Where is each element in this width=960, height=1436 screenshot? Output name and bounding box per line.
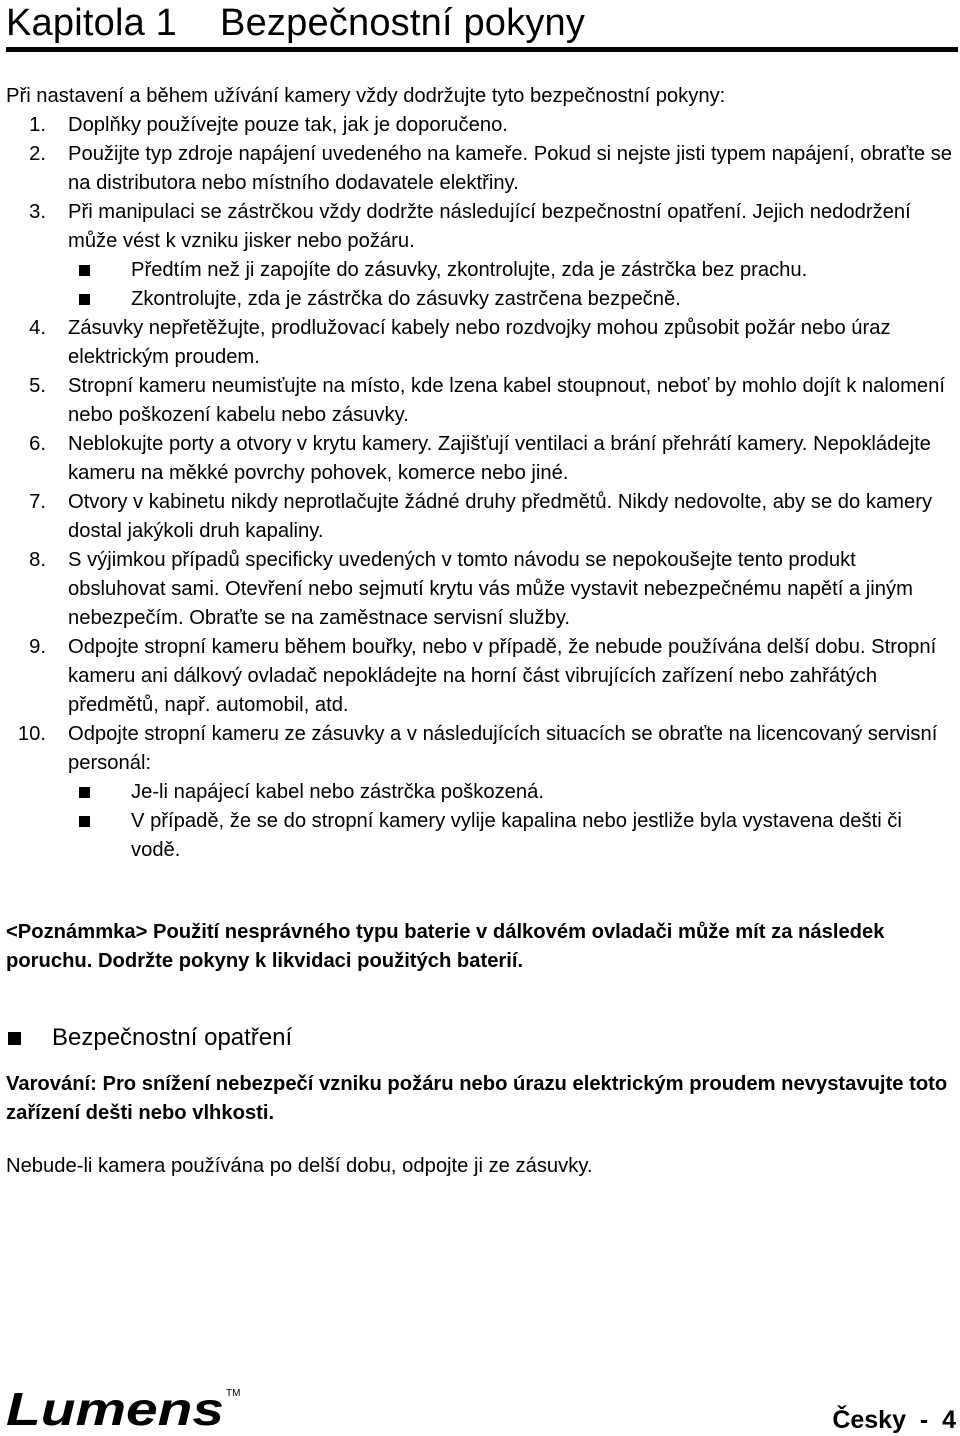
section-heading bbox=[6, 1022, 292, 1054]
section-heading-text: Bezpečnostní opatření bbox=[52, 1024, 293, 1051]
item-text: Odpojte stropní kameru během bouřky, nebo v případě, že nebude používána delší dobu. Stropní kameru ani dálkový ovladač nepokládejte na horní část vibrujících zařízení nebo zahřátých předmětů, např. automobil, atd. bbox=[68, 636, 937, 716]
sub-item bbox=[6, 256, 956, 285]
list-item-1 bbox=[6, 111, 956, 140]
sub-item bbox=[6, 285, 956, 314]
sub-item-text: V případě, že se do stropní kamery vylije kapalina nebo jestliže byla vystavena dešti či vodě. bbox=[131, 810, 902, 861]
item-number: 5. bbox=[29, 375, 46, 397]
item-text: Stropní kameru neumisťujte na místo, kde lzena kabel stoupnout, neboť by mohlo dojít k nalomení nebo poškození kabelu nebo zásuvky. bbox=[68, 375, 945, 426]
chapter-title: Kapitola 1 Bezpečnostní pokyny bbox=[6, 2, 586, 44]
item-text: Neblokujte porty a otvory v krytu kamery. Zajišťují ventilaci a brání přehrátí kamery. Nepokládejte kameru na měkké povrchy pohovek, komerce nebo jiné. bbox=[68, 433, 931, 484]
list-item-2 bbox=[6, 140, 956, 198]
item-number: 6. bbox=[29, 433, 46, 455]
item-text: Otvory v kabinetu nikdy neprotlačujte žádné druhy předmětů. Nikdy nedovolte, aby se do kamery dostal jakýkoli druh kapaliny. bbox=[68, 491, 933, 542]
item-text: Použijte typ zdroje napájení uvedeného na kameře. Pokud si nejste jisti typem napájení, obraťte se na distributora nebo místního dodavatele elektřiny. bbox=[68, 143, 953, 194]
battery-note: <Poznámmka> Použití nesprávného typu baterie v dálkovém ovladači může mít za následek poruchu. Dodržte pokyny k likvidaci použitých baterií. bbox=[6, 921, 885, 972]
intro-text: Při nastavení a během užívání kamery vždy dodržujte tyto bezpečnostní pokyny: bbox=[6, 85, 726, 107]
item-number: 3. bbox=[29, 201, 46, 223]
square-bullet-icon bbox=[8, 1032, 21, 1045]
sub-item-text: Předtím než ji zapojíte do zásuvky, zkontrolujte, zda je zástrčka bez prachu. bbox=[131, 259, 808, 281]
sub-item-text: Je-li napájecí kabel nebo zástrčka poškozená. bbox=[131, 781, 544, 803]
item-number: 10. bbox=[17, 723, 46, 745]
list-item-10 bbox=[6, 720, 956, 778]
list-item-9 bbox=[6, 633, 956, 720]
item-text: Při manipulaci se zástrčkou vždy dodržte následující bezpečnostní opatření. Jejich nedodržení může vést k vzniku jisker nebo požáru. bbox=[68, 201, 911, 252]
item-text: Doplňky používejte pouze tak, jak je doporučeno. bbox=[68, 114, 508, 136]
item-number: 9. bbox=[29, 636, 46, 658]
safety-instructions bbox=[6, 82, 956, 865]
item-number: 2. bbox=[29, 143, 46, 165]
item-number: 7. bbox=[29, 491, 46, 513]
title-underline bbox=[6, 47, 958, 52]
item-text: Odpojte stropní kameru ze zásuvky a v následujících situacích se obraťte na licencovaný servisní personál: bbox=[68, 723, 938, 774]
list-item-8 bbox=[6, 546, 956, 633]
list-item-4 bbox=[6, 314, 956, 372]
item-number: 4. bbox=[29, 317, 46, 339]
item-text: S výjimkou případů specificky uvedených v tomto návodu se nepokoušejte tento produkt obsluhovat sami. Otevření nebo sejmutí krytu vás může vystavit nebezpečnému napětí a jiným nebezpečím. Obraťte se na zaměstnace servisní služby. bbox=[68, 549, 913, 629]
remark-text: Nebude-li kamera používána po delší dobu, odpojte ji ze zásuvky. bbox=[6, 1155, 593, 1177]
lumens-logo bbox=[4, 1385, 244, 1431]
sub-item bbox=[6, 807, 956, 865]
square-bullet-icon bbox=[79, 787, 90, 798]
page-header bbox=[0, 0, 960, 54]
list-item-6 bbox=[6, 430, 956, 488]
trademark-mark: TM bbox=[226, 1388, 241, 1399]
page-language-number: Česky - 4 bbox=[832, 1406, 956, 1434]
warning-text: Varování: Pro snížení nebezpečí vzniku požáru nebo úrazu elektrickým proudem nevystavujte toto zařízení dešti nebo vlhkosti. bbox=[6, 1073, 948, 1124]
list-item-5 bbox=[6, 372, 956, 430]
square-bullet-icon bbox=[79, 816, 90, 827]
item-number: 8. bbox=[29, 549, 46, 571]
item-text: Zásuvky nepřetěžujte, prodlužovací kabely nebo rozdvojky mohou způsobit požár nebo úraz elektrickým proudem. bbox=[68, 317, 891, 368]
list-item-3 bbox=[6, 198, 956, 256]
square-bullet-icon bbox=[79, 294, 90, 305]
sub-item bbox=[6, 778, 956, 807]
square-bullet-icon bbox=[79, 265, 90, 276]
logo-wordmark: Lumens bbox=[6, 1385, 224, 1431]
list-item-7 bbox=[6, 488, 956, 546]
lumens-logo-icon bbox=[4, 1385, 244, 1431]
sub-item-text: Zkontrolujte, zda je zástrčka do zásuvky zastrčena bezpečně. bbox=[131, 288, 681, 310]
item-number: 1. bbox=[29, 114, 46, 136]
